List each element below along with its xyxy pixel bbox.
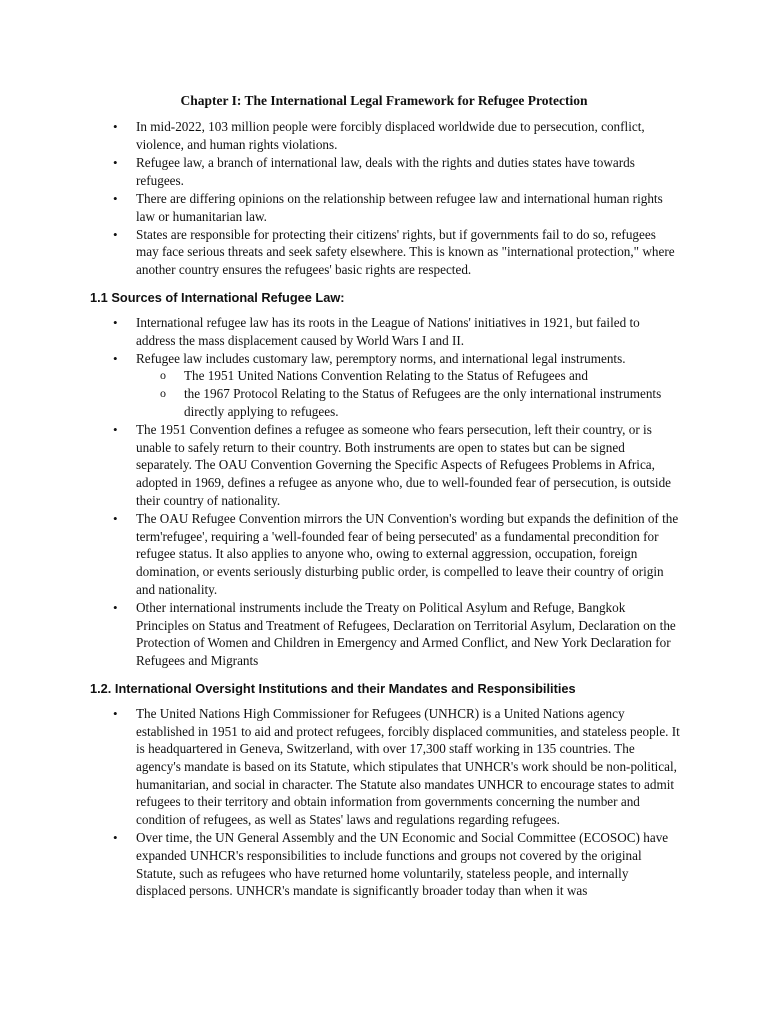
intro-bullet: • Refugee law, a branch of international law, deals with the rights and duties states have towards refugees.	[88, 154, 680, 189]
sources-sub-item: o The 1951 United Nations Convention Relating to the Status of Refugees and	[136, 367, 680, 385]
oversight-bullet: • Over time, the UN General Assembly and the UN Economic and Social Committee (ECOSOC) have expanded UNHCR's responsibilities to include functions and groups not covered by the original Statute, such as refugees who have returned home voluntarily, stateless people, and internally displaced persons. UNHCR's mandate is significantly broader today than when it was	[88, 829, 680, 900]
sources-bullet: • International refugee law has its roots in the League of Nations' initiatives in 1921, but failed to address the mass displacement caused by World Wars I and II.	[88, 314, 680, 349]
sources-bullet: • The OAU Refugee Convention mirrors the UN Convention's wording but expands the definition of the term'refugee', requiring a 'well-founded fear of being persecuted' as a fundamental precondition for refugee status. It also applies to anyone who, owing to external aggression, occupation, foreign domination, or events seriously disturbing public order, is compelled to leave their country of origin and nationality.	[88, 510, 680, 599]
sources-bullet-text: Refugee law includes customary law, peremptory norms, and international legal instruments.	[136, 350, 626, 366]
sources-sub-list	[136, 367, 680, 420]
section-heading-sources: 1.1 Sources of International Refugee Law:	[90, 289, 345, 305]
intro-bullet: • States are responsible for protecting their citizens' rights, but if governments fail to do so, refugees may face serious threats and seek safety elsewhere. This is known as "international protection," where another country ensures the refugees' basic rights are respected.	[88, 226, 680, 279]
sources-bullet-list	[88, 314, 680, 670]
sources-bullet: • Other international instruments include the Treaty on Political Asylum and Refuge, Bangkok Principles on Status and Treatment of Refugees, Declaration on Territorial Asylum, Declaration on the Protection of Women and Children in Emergency and Armed Conflict, and New York Declaration for Refugees and Migrants	[88, 599, 680, 670]
section-heading-oversight: 1.2. International Oversight Institutions and their Mandates and Responsibilities	[90, 680, 576, 696]
sources-sub-item: o the 1967 Protocol Relating to the Status of Refugees are the only international instruments directly applying to refugees.	[136, 385, 680, 420]
intro-bullet: • There are differing opinions on the relationship between refugee law and international human rights law or humanitarian law.	[88, 190, 680, 225]
oversight-bullet-list	[88, 705, 680, 900]
oversight-bullet: • The United Nations High Commissioner for Refugees (UNHCR) is a United Nations agency established in 1951 to aid and protect refugees, forcibly displaced communities, and stateless people. It is headquartered in Geneva, Switzerland, with over 17,300 staff working in 135 countries. The agency's mandate is based on its Statute, which stipulates that UNHCR's work should be non-political, humanitarian, and social in character. The Statute also mandates UNHCR to encourage states to admit refugees to their territory and obtain information from governments concerning the number and condition of refugees, as well as States' laws and regulations regarding refugees.	[88, 705, 680, 829]
sources-bullet	[88, 350, 680, 421]
intro-bullet: • In mid-2022, 103 million people were forcibly displaced worldwide due to persecution, conflict, violence, and human rights violations.	[88, 118, 680, 153]
intro-bullet-list	[88, 118, 680, 279]
sources-bullet: • The 1951 Convention defines a refugee as someone who fears persecution, left their country, or is unable to safely return to their country. Both instruments are open to states but can be signed separately. The OAU Convention Governing the Specific Aspects of Refugees Problems in Africa, adopted in 1969, defines a refugee as anyone who, due to well-founded fear of persecution, is outside their country of nationality.	[88, 421, 680, 510]
chapter-title: Chapter I: The International Legal Framework for Refugee Protection	[180, 93, 588, 108]
